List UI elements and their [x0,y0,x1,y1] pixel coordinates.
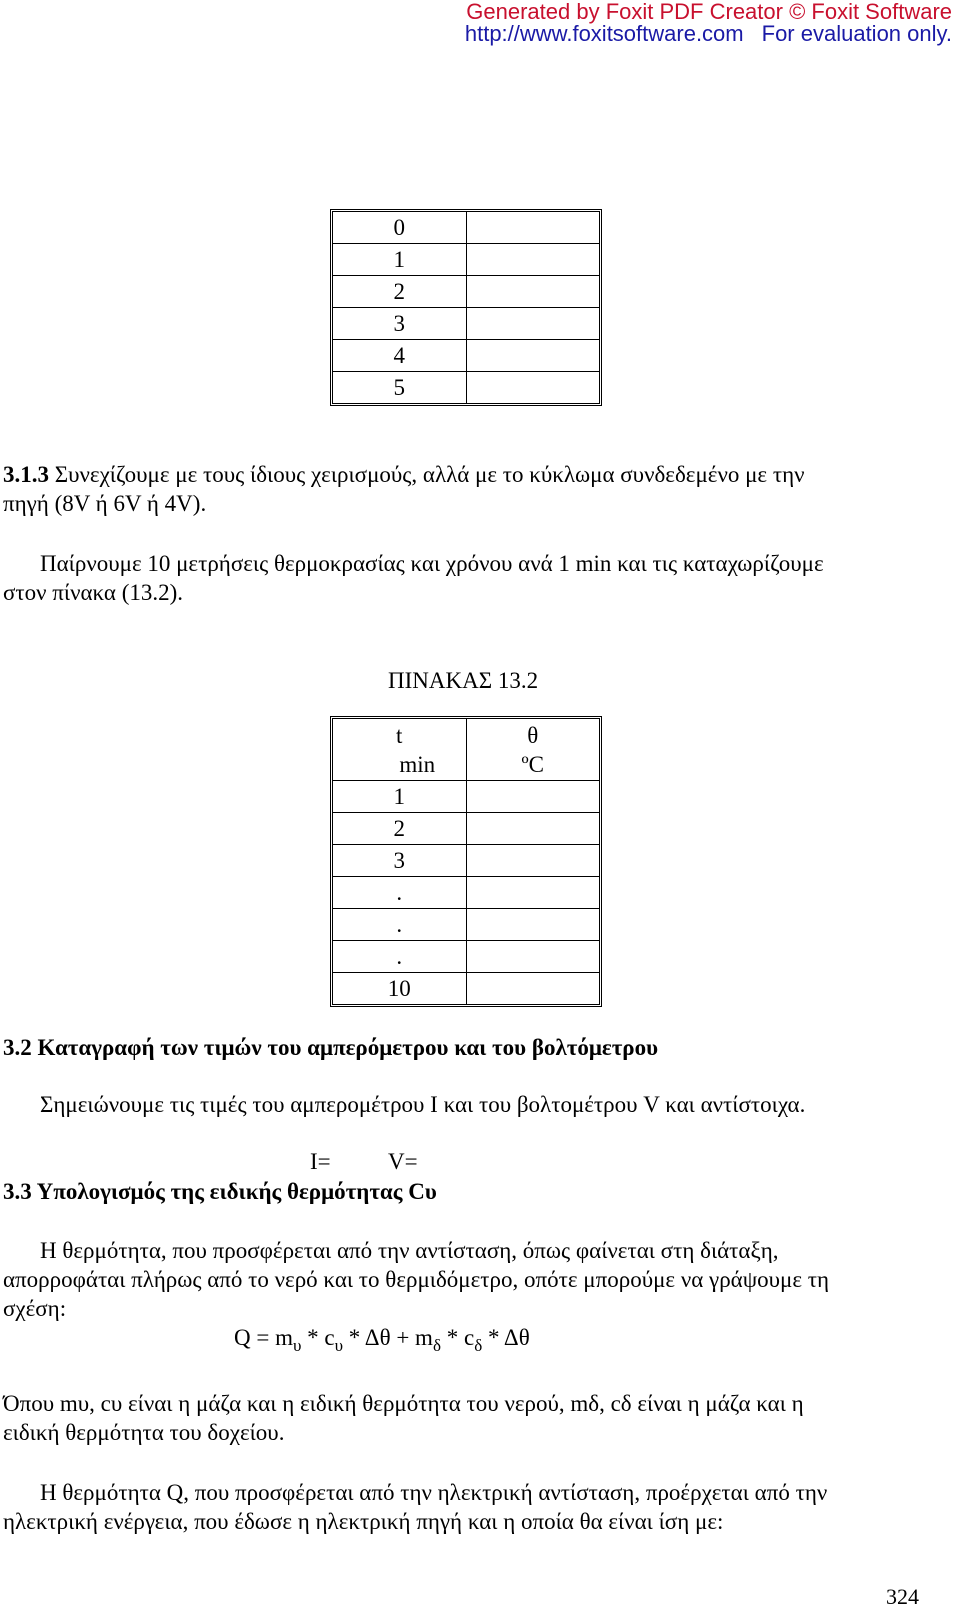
table-cell: 10 [333,973,467,1004]
table-row [333,973,599,1004]
col-theta-header: θ ºC [467,719,600,781]
table-row [333,813,599,845]
table-row [333,845,599,877]
section-32-text: Σημειώνουμε τις τιμές του αμπερομέτρου I και του βολτομέτρου V και αντίστοιχα. [40,1092,806,1117]
table-cell: 2 [333,813,467,845]
ammeter-label: I= [310,1149,331,1174]
table-cell: 2 [333,276,467,308]
section-33-p2-line-2: ειδική θερμότητα του δοχείου. [3,1420,285,1445]
table-cell [467,941,600,973]
table-2 [330,716,602,1007]
table-header-row [333,719,599,781]
table-row [333,941,599,973]
section-313-line-2: πηγή (8V ή 6V ή 4V). [3,491,207,516]
section-33-p2-line-1: Όπου mυ, cυ είναι η μάζα και η ειδική θερμότητα του νερού, mδ, cδ είναι η μάζα και η [3,1391,804,1416]
section-313-para-line-2: στον πίνακα (13.2). [3,580,184,605]
table-cell: 3 [333,845,467,877]
section-33-p1-line-1: Η θερμότητα, που προσφέρεται από την αντίσταση, όπως φαίνεται στη διάταξη, [40,1238,779,1263]
table-row [333,308,599,340]
table-cell: 1 [333,781,467,813]
table-cell: . [333,941,467,973]
section-313-line-1 [3,460,805,489]
table-cell [467,372,600,403]
table-row [333,340,599,372]
section-32-heading: 3.2 Καταγραφή των τιμών του αμπερόμετρου και του βολτόμετρου [3,1035,659,1060]
table-row [333,276,599,308]
watermark-line-2 [465,23,952,45]
watermark-line-1: Generated by Foxit PDF Creator © Foxit Software [466,0,952,24]
table-cell [467,781,600,813]
voltmeter-label: V= [388,1149,418,1174]
table-1 [330,209,602,406]
section-313-para-line-1: Παίρνουμε 10 μετρήσεις θερμοκρασίας και χρόνου ανά 1 min και τις καταχωρίζουμε [40,551,824,576]
watermark-note: For evaluation only. [761,21,952,46]
section-33-p3-line-2: ηλεκτρική ενέργεια, που έδωσε η ηλεκτρική πηγή και η οποία θα είναι ίση με: [3,1509,724,1534]
heat-equation: $Q = m_\upsilon * c_\upsilon * \Delta\theta + m_\delta * c_\delta * \Delta\theta$ [234,1325,530,1355]
table-cell [467,909,600,941]
table-cell: . [333,877,467,909]
table-cell [467,276,600,308]
watermark-url[interactable]: http://www.foxitsoftware.com [464,21,744,46]
section-33-p3-line-1: Η θερμότητα Q, που προσφέρεται από την ηλεκτρική αντίσταση, προέρχεται από την [40,1480,828,1505]
section-33-heading: 3.3 Υπολογισμός της ειδικής θερμότητας Cυ [3,1179,437,1204]
table-row [333,212,599,244]
col-t-header: t min [333,719,467,781]
table-row [333,244,599,276]
table-cell: . [333,909,467,941]
table-row [333,877,599,909]
section-33-p1-line-2: απορροφάται πλήρως από το νερό και το θερμιδόμετρο, οπότε μπορούμε να γράψουμε τη [3,1267,830,1292]
table-cell: 0 [333,212,467,244]
table-row [333,781,599,813]
table-row [333,909,599,941]
table-cell [467,973,600,1004]
page-number: 324 [886,1584,919,1609]
table-cell: 1 [333,244,467,276]
table-cell: 5 [333,372,467,403]
section-313-number: 3.1.3 [3,462,49,487]
section-313-text: Συνεχίζουμε με τους ίδιους χειρισμούς, αλλά με το κύκλωμα συνδεδεμένο με την [49,462,805,487]
table-row [333,372,599,403]
table-cell [467,845,600,877]
table-2-title: ΠΙΝΑΚΑΣ 13.2 [388,668,539,693]
table-cell [467,877,600,909]
table-cell: 4 [333,340,467,372]
table-cell [467,813,600,845]
table-cell [467,340,600,372]
table-cell [467,308,600,340]
table-cell [467,244,600,276]
section-33-p1-line-3: σχέση: [3,1296,67,1321]
table-cell [467,212,600,244]
table-cell: 3 [333,308,467,340]
